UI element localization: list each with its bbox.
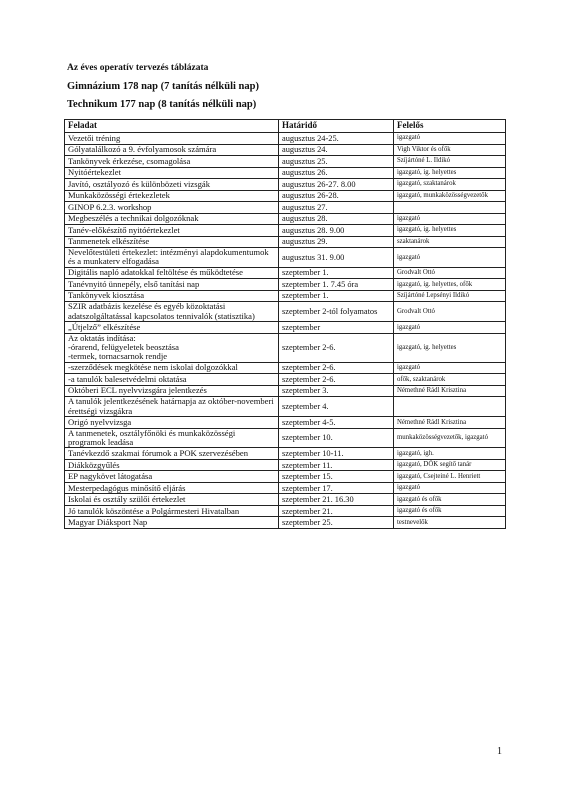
owner-cell: igazgató, DÖK segítő tanár [394, 459, 506, 471]
owner-cell: testnevelők [394, 517, 506, 529]
task-cell: Vezetői tréning [65, 133, 279, 145]
task-cell: EP nagykövet látogatása [65, 471, 279, 483]
deadline-cell: szeptember 1. [279, 290, 394, 302]
gimnazium-days: Gimnázium 178 nap (7 tanítás nélküli nap) [67, 81, 259, 92]
task-cell: Digitális napló adatokkal feltöltése és működtetése [65, 267, 279, 279]
owner-cell: igazgató [394, 213, 506, 225]
owner-cell: Vigh Viktor és ofők [394, 144, 506, 156]
deadline-cell: szeptember 4-5. [279, 417, 394, 429]
owner-cell: igazgató [394, 248, 506, 268]
table-row [65, 517, 506, 529]
table-row [65, 471, 506, 483]
table-row [65, 167, 506, 179]
deadline-cell: augusztus 29. [279, 236, 394, 248]
deadline-cell: augusztus 31. 9.00 [279, 248, 394, 268]
deadline-cell: szeptember 1. 7.45 óra [279, 279, 394, 291]
deadline-cell: szeptember 2-6. [279, 362, 394, 374]
deadline-cell: augusztus 26-27. 8.00 [279, 179, 394, 191]
deadline-cell: szeptember 2-6. [279, 374, 394, 386]
deadline-cell: szeptember 4. [279, 397, 394, 417]
owner-cell: igazgató [394, 362, 506, 374]
table-row [65, 302, 506, 322]
deadline-cell: szeptember [279, 322, 394, 334]
deadline-cell: szeptember 2-6. [279, 333, 394, 362]
owner-cell: igazgató, Csejteiné L. Henriett [394, 471, 506, 483]
deadline-cell: augusztus 24-25. [279, 133, 394, 145]
task-cell: Októberi ECL nyelvvizsgára jelentkezés [65, 385, 279, 397]
table-row [65, 494, 506, 506]
table-row [65, 190, 506, 202]
deadline-cell: szeptember 15. [279, 471, 394, 483]
table-header-row [65, 120, 506, 133]
task-cell: Diákközgyűlés [65, 459, 279, 471]
table-row [65, 156, 506, 168]
owner-cell [394, 397, 506, 417]
document-title: Az éves operatív tervezés táblázata [67, 63, 209, 73]
owner-cell: igazgató, ig. helyettes [394, 225, 506, 237]
table-row [65, 248, 506, 268]
task-cell: Iskolai és osztály szülői értekezlet [65, 494, 279, 506]
deadline-cell: szeptember 11. [279, 459, 394, 471]
deadline-cell: augusztus 28. 9.00 [279, 225, 394, 237]
owner-cell: Szíjártóné Lepsényi Ildikó [394, 290, 506, 302]
owner-cell: igazgató és ofők [394, 505, 506, 517]
owner-cell: igazgató, ig. helyettes, ofők [394, 279, 506, 291]
owner-cell: igazgató [394, 133, 506, 145]
deadline-cell: szeptember 21. 16.30 [279, 494, 394, 506]
owner-cell [394, 202, 506, 214]
owner-cell: munkaközösségvezetők, igazgató [394, 428, 506, 448]
column-header-task: Feladat [65, 120, 279, 133]
deadline-cell: augusztus 25. [279, 156, 394, 168]
page-number: 1 [497, 746, 502, 757]
task-cell: Tanmenetek elkészítése [65, 236, 279, 248]
task-cell: SZIR adatbázis kezelése és egyéb közoktatási adatszolgáltatással kapcsolatos tennivalók (statisztika) [65, 302, 279, 322]
owner-cell: igazgató, igh. [394, 448, 506, 460]
table-row [65, 133, 506, 145]
deadline-cell: augusztus 26. [279, 167, 394, 179]
deadline-cell: szeptember 10-11. [279, 448, 394, 460]
table-row [65, 202, 506, 214]
table-row [65, 448, 506, 460]
table-row [65, 417, 506, 429]
task-cell: Magyar Diáksport Nap [65, 517, 279, 529]
task-cell: Mesterpedagógus minősítő eljárás [65, 482, 279, 494]
owner-cell: igazgató [394, 322, 506, 334]
deadline-cell: szeptember 17. [279, 482, 394, 494]
task-cell: Tanévnyitó ünnepély, első tanítási nap [65, 279, 279, 291]
table-row [65, 397, 506, 417]
owner-cell: igazgató, ig. helyettes [394, 333, 506, 362]
table-row [65, 144, 506, 156]
deadline-cell: szeptember 2-tól folyamatos [279, 302, 394, 322]
task-cell: Jó tanulók köszöntése a Polgármesteri Hivatalban [65, 505, 279, 517]
table-row [65, 225, 506, 237]
task-cell: Megbeszélés a technikai dolgozóknak [65, 213, 279, 225]
owner-cell: Némethné Rádl Krisztina [394, 385, 506, 397]
deadline-cell: augusztus 24. [279, 144, 394, 156]
deadline-cell: szeptember 3. [279, 385, 394, 397]
owner-cell: igazgató, szaktanárok [394, 179, 506, 191]
owner-cell: Grodvalt Ottó [394, 267, 506, 279]
task-cell: Nyitóértekezlet [65, 167, 279, 179]
deadline-cell: augusztus 26-28. [279, 190, 394, 202]
column-header-deadline: Határidő [279, 120, 394, 133]
table-row [65, 362, 506, 374]
task-cell: Tankönyvek érkezése, csomagolása [65, 156, 279, 168]
operative-plan-table [64, 119, 506, 529]
task-cell: -szerződések megkötése nem iskolai dolgozókkal [65, 362, 279, 374]
table-row [65, 267, 506, 279]
deadline-cell: szeptember 25. [279, 517, 394, 529]
owner-cell: igazgató és ofők [394, 494, 506, 506]
table-row [65, 290, 506, 302]
task-cell: GINOP 6.2.3. workshop [65, 202, 279, 214]
deadline-cell: augusztus 28. [279, 213, 394, 225]
deadline-cell: szeptember 1. [279, 267, 394, 279]
task-cell: Origó nyelvvizsga [65, 417, 279, 429]
table-row [65, 236, 506, 248]
table-row [65, 333, 506, 362]
table-row [65, 322, 506, 334]
task-cell: Munkaközösségi értekezletek [65, 190, 279, 202]
owner-cell: Némethné Rádl Krisztina [394, 417, 506, 429]
task-cell: Gólyatalálkozó a 9. évfolyamosok számára [65, 144, 279, 156]
owner-cell: Grodvalt Ottó [394, 302, 506, 322]
owner-cell: ofők, szaktanárok [394, 374, 506, 386]
task-cell: Tanév-előkészítő nyitóértekezlet [65, 225, 279, 237]
table-row [65, 482, 506, 494]
deadline-cell: szeptember 21. [279, 505, 394, 517]
technikum-days: Technikum 177 nap (8 tanítás nélküli nap) [67, 99, 257, 110]
owner-cell: igazgató, ig. helyettes [394, 167, 506, 179]
task-cell: Az oktatás indítása: -órarend, felügyeletek beosztása -termek, tornacsarnok rendje [65, 333, 279, 362]
task-cell: -a tanulók balesetvédelmi oktatása [65, 374, 279, 386]
task-cell: „Útjelző” elkészítése [65, 322, 279, 334]
owner-cell: igazgató [394, 482, 506, 494]
owner-cell: szaktanárok [394, 236, 506, 248]
column-header-owner: Felelős [394, 120, 506, 133]
table-row [65, 179, 506, 191]
table-row [65, 385, 506, 397]
task-cell: Tankönyvek kiosztása [65, 290, 279, 302]
table-row [65, 279, 506, 291]
table-row [65, 374, 506, 386]
table-row [65, 505, 506, 517]
table-row [65, 213, 506, 225]
task-cell: A tanulók jelentkezésének határnapja az október-novemberi érettségi vizsgákra [65, 397, 279, 417]
task-cell: Nevelőtestületi értekezlet: intézményi alapdokumentumok és a munkaterv elfogadása [65, 248, 279, 268]
table-row [65, 428, 506, 448]
deadline-cell: augusztus 27. [279, 202, 394, 214]
table-row [65, 459, 506, 471]
deadline-cell: szeptember 10. [279, 428, 394, 448]
task-cell: A tanmenetek, osztályfőnöki és munkaközösségi programok leadása [65, 428, 279, 448]
task-cell: Tanévkezdő szakmai fórumok a POK szervezésében [65, 448, 279, 460]
owner-cell: Szíjártóné L. Ildikó [394, 156, 506, 168]
owner-cell: igazgató, munkaközösségvezetők [394, 190, 506, 202]
task-cell: Javító, osztályozó és különbözeti vizsgák [65, 179, 279, 191]
